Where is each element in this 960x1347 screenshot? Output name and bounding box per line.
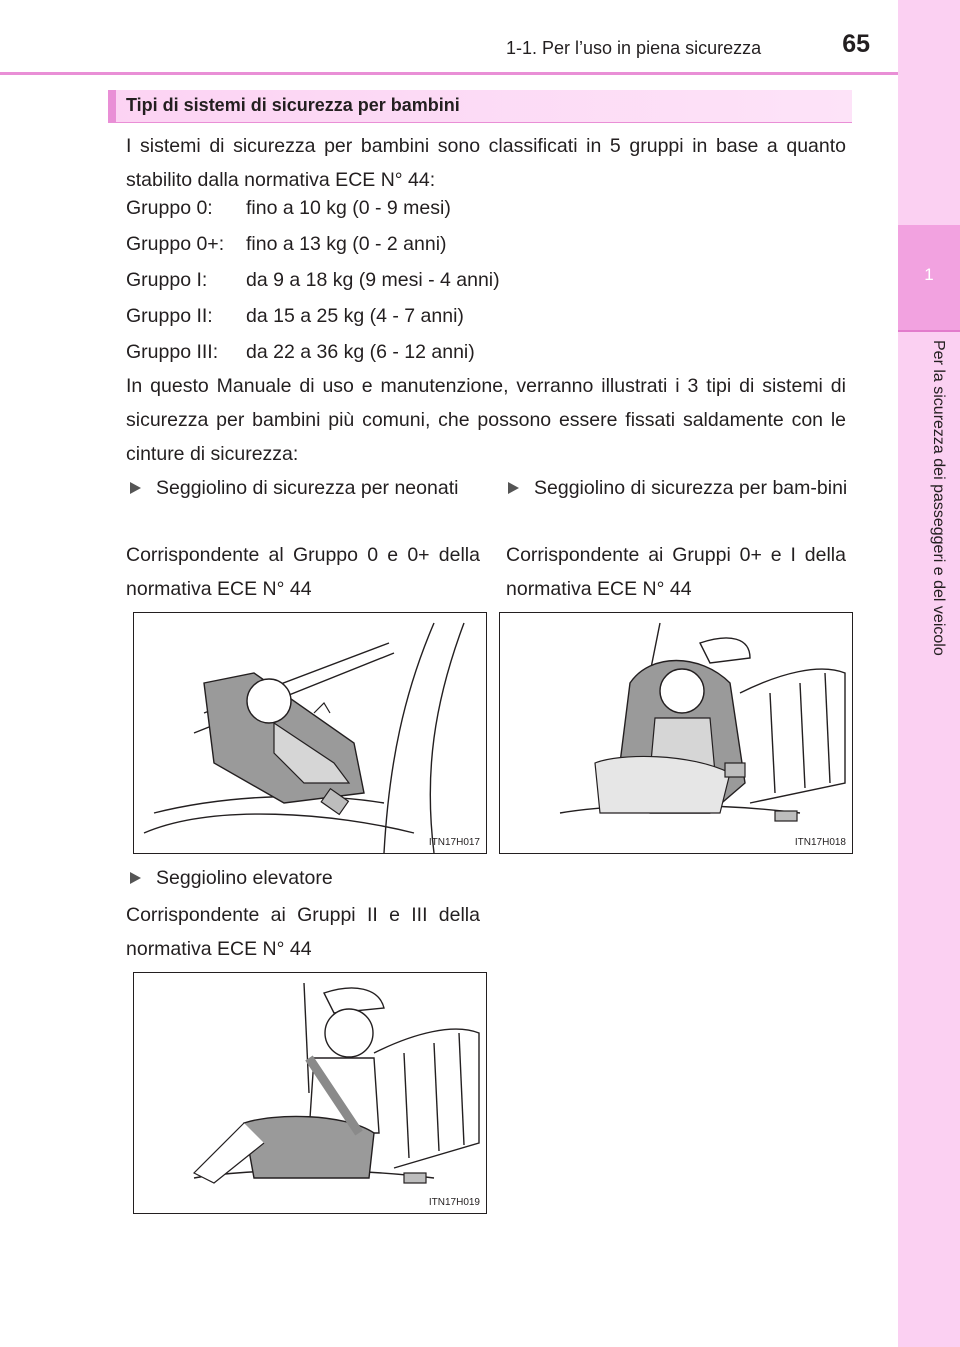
side-tab-label: Per la sicurezza dei passeggeri e del veicolo xyxy=(930,340,947,656)
triangle-bullet-icon xyxy=(130,482,141,494)
group-label: Gruppo 0: xyxy=(126,197,213,219)
section-heading-bar xyxy=(108,90,116,122)
figure-code: ITN17H017 xyxy=(428,837,480,848)
group-label: Gruppo 0+: xyxy=(126,233,225,255)
group-label: Gruppo II: xyxy=(126,305,213,327)
triangle-bullet-icon xyxy=(508,482,519,494)
infant-seat-figure xyxy=(133,612,487,854)
triangle-bullet-icon xyxy=(130,872,141,884)
seat-infant-description: Corrispondente al Gruppo 0 e 0+ della normativa ECE N° 44 xyxy=(126,544,480,600)
manual-note-paragraph: In questo Manuale di uso e manutenzione, verranno illustrati i 3 tipi di sistemi di sicurezza per bambini più comuni, che possono essere fissati saldamente con le cinture di sicurezza: xyxy=(126,375,846,465)
side-tab-number: 1 xyxy=(924,265,934,284)
infant-seat-illustration xyxy=(134,613,487,854)
booster-seat-figure xyxy=(133,972,487,1214)
group-value: da 9 a 18 kg (9 mesi - 4 anni) xyxy=(246,269,500,291)
side-tab-background xyxy=(898,0,960,1347)
figure-code: ITN17H019 xyxy=(428,1197,480,1208)
section-heading xyxy=(108,90,852,122)
group-value: fino a 13 kg (0 - 2 anni) xyxy=(246,233,447,255)
seat-child-title: Seggiolino di sicurezza per bam-bini xyxy=(534,477,848,499)
group-value: da 15 a 25 kg (4 - 7 anni) xyxy=(246,305,464,327)
section-heading-underline xyxy=(108,122,852,123)
figure-code: ITN17H018 xyxy=(794,837,846,848)
child-seat-illustration xyxy=(500,613,853,854)
header-divider xyxy=(0,72,898,75)
chapter-title: 1-1. Per l’uso in piena sicurezza xyxy=(506,38,762,58)
group-value: da 22 a 36 kg (6 - 12 anni) xyxy=(246,341,475,363)
side-tab-divider xyxy=(898,330,960,332)
group-label: Gruppo I: xyxy=(126,269,208,291)
section-heading-text: Tipi di sistemi di sicurezza per bambini xyxy=(126,95,460,115)
seat-booster-description: Corrispondente ai Gruppi II e III della normativa ECE N° 44 xyxy=(126,904,480,960)
intro-paragraph: I sistemi di sicurezza per bambini sono classificati in 5 gruppi in base a quanto stabilito dalla normativa ECE N° 44: xyxy=(126,135,846,191)
child-seat-figure xyxy=(499,612,853,854)
seat-infant-title: Seggiolino di sicurezza per neonati xyxy=(156,477,459,499)
group-label: Gruppo III: xyxy=(126,341,219,363)
seat-child-description: Corrispondente ai Gruppi 0+ e I della normativa ECE N° 44 xyxy=(506,544,846,600)
booster-seat-illustration xyxy=(134,973,487,1214)
seat-booster-title: Seggiolino elevatore xyxy=(156,867,333,889)
page-number: 65 xyxy=(842,30,870,58)
group-value: fino a 10 kg (0 - 9 mesi) xyxy=(246,197,451,219)
